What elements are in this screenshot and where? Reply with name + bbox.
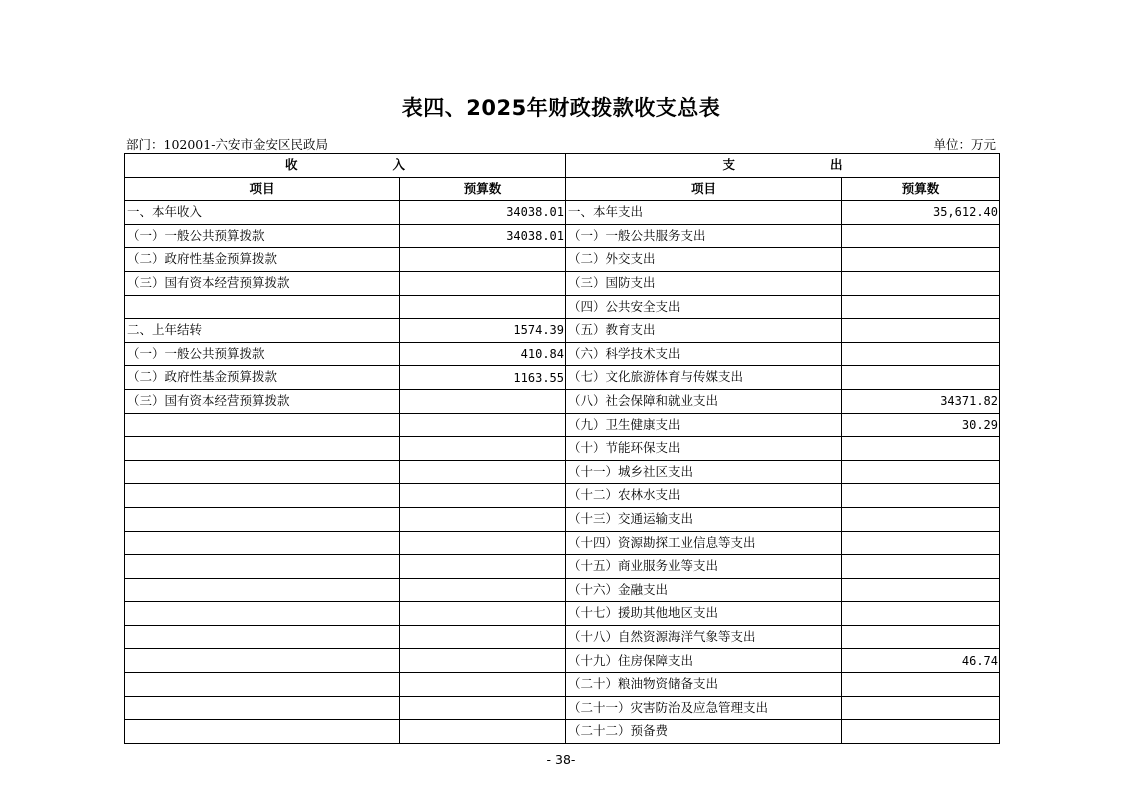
expense-item-cell: （十六）金融支出 xyxy=(566,578,842,602)
table-row xyxy=(125,507,1000,531)
income-item-cell: （二）政府性基金预算拨款 xyxy=(125,248,400,272)
income-amount-cell xyxy=(400,413,566,437)
income-amount-cell xyxy=(400,437,566,461)
expense-amount-cell xyxy=(842,366,1000,390)
income-amount-cell: 1574.39 xyxy=(400,319,566,343)
income-amount-cell xyxy=(400,555,566,579)
expense-item-cell: （一）一般公共服务支出 xyxy=(566,224,842,248)
income-item-cell: （一）一般公共预算拨款 xyxy=(125,342,400,366)
income-budget-header: 预算数 xyxy=(400,177,566,201)
expense-item-cell: （二）外交支出 xyxy=(566,248,842,272)
table-row xyxy=(125,673,1000,697)
income-amount-cell xyxy=(400,673,566,697)
income-amount-cell xyxy=(400,507,566,531)
income-amount-cell xyxy=(400,460,566,484)
income-item-cell xyxy=(125,531,400,555)
income-item-cell xyxy=(125,413,400,437)
expense-item-cell: （十二）农林水支出 xyxy=(566,484,842,508)
table-row xyxy=(125,224,1000,248)
expense-amount-cell xyxy=(842,625,1000,649)
expense-item-cell: （十三）交通运输支出 xyxy=(566,507,842,531)
unit-label: 单位：万元 xyxy=(933,137,996,152)
income-group-header xyxy=(125,154,566,178)
income-item-cell xyxy=(125,649,400,673)
expense-amount-cell: 35,612.40 xyxy=(842,201,1000,225)
expense-amount-cell xyxy=(842,319,1000,343)
expense-amount-cell xyxy=(842,248,1000,272)
expense-group-header xyxy=(566,154,1000,178)
expense-amount-cell xyxy=(842,720,1000,744)
table-row xyxy=(125,295,1000,319)
income-item-cell xyxy=(125,507,400,531)
budget-table xyxy=(124,153,1000,744)
expense-amount-cell: 34371.82 xyxy=(842,389,1000,413)
income-item-cell xyxy=(125,437,400,461)
expense-header-char-2: 出 xyxy=(829,157,843,173)
income-item-cell xyxy=(125,602,400,626)
expense-amount-cell xyxy=(842,271,1000,295)
expense-amount-cell xyxy=(842,484,1000,508)
expense-item-cell: （二十）粮油物资储备支出 xyxy=(566,673,842,697)
income-amount-cell xyxy=(400,389,566,413)
table-row xyxy=(125,413,1000,437)
expense-item-cell: （五）教育支出 xyxy=(566,319,842,343)
income-amount-cell xyxy=(400,271,566,295)
income-item-cell xyxy=(125,484,400,508)
expense-item-cell: （六）科学技术支出 xyxy=(566,342,842,366)
expense-item-cell: （八）社会保障和就业支出 xyxy=(566,389,842,413)
expense-item-cell: 一、本年支出 xyxy=(566,201,842,225)
income-item-cell: （二）政府性基金预算拨款 xyxy=(125,366,400,390)
budget-table-body xyxy=(125,201,1000,744)
expense-amount-cell xyxy=(842,555,1000,579)
expense-header-char-1: 支 xyxy=(722,157,736,173)
department-label: 部门：102001-六安市金安区民政局 xyxy=(126,137,328,152)
income-amount-cell: 410.84 xyxy=(400,342,566,366)
expense-item-cell: （二十一）灾害防治及应急管理支出 xyxy=(566,696,842,720)
expense-amount-cell xyxy=(842,507,1000,531)
table-row xyxy=(125,602,1000,626)
expense-item-cell: （十九）住房保障支出 xyxy=(566,649,842,673)
expense-amount-cell xyxy=(842,437,1000,461)
expense-item-cell: （十四）资源勘探工业信息等支出 xyxy=(566,531,842,555)
table-row xyxy=(125,460,1000,484)
income-amount-cell xyxy=(400,696,566,720)
income-item-cell: （三）国有资本经营预算拨款 xyxy=(125,271,400,295)
expense-item-cell: （三）国防支出 xyxy=(566,271,842,295)
table-row xyxy=(125,342,1000,366)
table-row xyxy=(125,248,1000,272)
table-row xyxy=(125,437,1000,461)
income-amount-cell xyxy=(400,578,566,602)
table-row xyxy=(125,366,1000,390)
table-row xyxy=(125,319,1000,343)
column-header-row xyxy=(125,177,1000,201)
income-amount-cell xyxy=(400,484,566,508)
table-row xyxy=(125,625,1000,649)
expense-item-cell: （十八）自然资源海洋气象等支出 xyxy=(566,625,842,649)
expense-item-cell: （二十二）预备费 xyxy=(566,720,842,744)
table-row xyxy=(125,484,1000,508)
income-item-cell: （三）国有资本经营预算拨款 xyxy=(125,389,400,413)
income-item-header: 项目 xyxy=(125,177,400,201)
page-title: 表四、2025年财政拨款收支总表 xyxy=(401,96,721,120)
income-amount-cell: 1163.55 xyxy=(400,366,566,390)
page-number: - 38- xyxy=(546,752,576,767)
income-item-cell xyxy=(125,720,400,744)
income-item-cell: 一、本年收入 xyxy=(125,201,400,225)
expense-amount-cell xyxy=(842,224,1000,248)
table-row xyxy=(125,720,1000,744)
expense-amount-cell xyxy=(842,696,1000,720)
table-row xyxy=(125,555,1000,579)
income-amount-cell xyxy=(400,649,566,673)
expense-item-header: 项目 xyxy=(566,177,842,201)
table-row xyxy=(125,389,1000,413)
table-row xyxy=(125,531,1000,555)
income-amount-cell xyxy=(400,531,566,555)
expense-item-cell: （十五）商业服务业等支出 xyxy=(566,555,842,579)
expense-item-cell: （十）节能环保支出 xyxy=(566,437,842,461)
income-item-cell xyxy=(125,555,400,579)
expense-item-cell: （九）卫生健康支出 xyxy=(566,413,842,437)
expense-amount-cell xyxy=(842,342,1000,366)
income-amount-cell xyxy=(400,602,566,626)
table-row xyxy=(125,201,1000,225)
income-item-cell: （一）一般公共预算拨款 xyxy=(125,224,400,248)
expense-budget-header: 预算数 xyxy=(842,177,1000,201)
income-amount-cell: 34038.01 xyxy=(400,224,566,248)
expense-amount-cell xyxy=(842,531,1000,555)
table-row xyxy=(125,696,1000,720)
expense-amount-cell: 46.74 xyxy=(842,649,1000,673)
expense-amount-cell xyxy=(842,578,1000,602)
income-item-cell xyxy=(125,625,400,649)
expense-item-cell: （四）公共安全支出 xyxy=(566,295,842,319)
table-row xyxy=(125,271,1000,295)
income-item-cell xyxy=(125,578,400,602)
table-row xyxy=(125,578,1000,602)
income-item-cell xyxy=(125,696,400,720)
expense-amount-cell xyxy=(842,673,1000,697)
income-amount-cell: 34038.01 xyxy=(400,201,566,225)
income-amount-cell xyxy=(400,295,566,319)
income-header-char-1: 收 xyxy=(285,157,298,173)
expense-amount-cell xyxy=(842,602,1000,626)
expense-amount-cell xyxy=(842,460,1000,484)
income-item-cell: 二、上年结转 xyxy=(125,319,400,343)
income-amount-cell xyxy=(400,625,566,649)
income-item-cell xyxy=(125,460,400,484)
expense-amount-cell xyxy=(842,295,1000,319)
income-item-cell xyxy=(125,295,400,319)
income-header-char-2: 入 xyxy=(392,157,405,173)
income-amount-cell xyxy=(400,720,566,744)
table-row xyxy=(125,649,1000,673)
expense-amount-cell: 30.29 xyxy=(842,413,1000,437)
income-amount-cell xyxy=(400,248,566,272)
expense-item-cell: （十一）城乡社区支出 xyxy=(566,460,842,484)
income-item-cell xyxy=(125,673,400,697)
expense-item-cell: （七）文化旅游体育与传媒支出 xyxy=(566,366,842,390)
group-header-row xyxy=(125,154,1000,178)
expense-item-cell: （十七）援助其他地区支出 xyxy=(566,602,842,626)
